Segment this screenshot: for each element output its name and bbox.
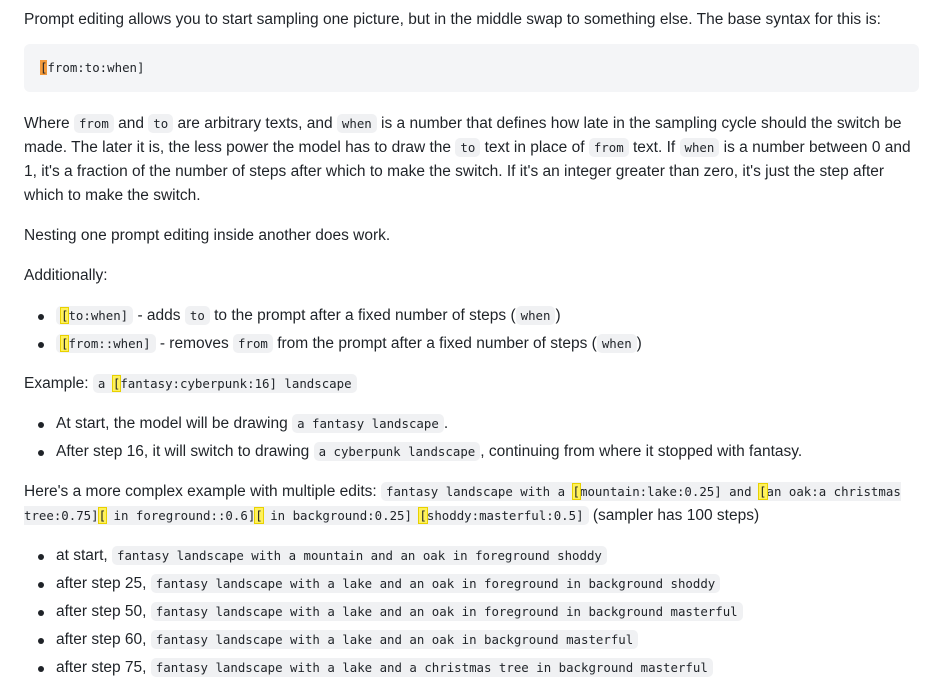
text-span: ) [555,307,561,324]
inline-code: fantasy landscape with a lake and a christmas tree in background masterful [151,658,713,677]
inline-code: fantasy landscape with a lake and an oak in foreground in background shoddy [151,574,721,593]
code-text: fantasy:cyberpunk:16] landscape [120,376,352,391]
bracket-highlight: [ [759,484,767,499]
example-paragraph [24,372,919,396]
where-paragraph [24,112,919,208]
text-span: from the prompt after a fixed number of steps ( [272,335,597,352]
text-span: - removes [155,335,234,352]
additional-list [24,304,919,360]
inline-code: when [597,334,637,353]
additionally-paragraph: Additionally: [24,267,108,284]
text-span: to the prompt after a fixed number of steps ( [209,307,516,324]
syntax-code-block [24,44,919,92]
list-item [56,304,919,332]
text-span: - adds [133,307,185,324]
text-span: is a number that defines how late in the sampling cycle should the switch be made. The later it is, the less power the model has to draw the [24,115,902,156]
list-item [56,572,919,600]
code-text: mountain:lake:0.25] and [579,484,760,499]
text-span: text in place of [480,139,589,156]
list-item [56,656,919,684]
inline-code: to [185,306,210,325]
inline-code: a cyberpunk landscape [314,442,481,461]
inline-code: fantasy landscape with a lake and an oak in foreground in background masterful [151,602,743,621]
inline-code-when: when [680,138,720,157]
bracket-highlight: [ [572,484,580,499]
step-label: after step 50, [56,603,151,620]
syntax-bracket-highlight: [ [40,60,48,75]
step-label: after step 25, [56,575,151,592]
code-text: in background:0.25] [262,508,420,523]
inline-code-from: from [589,138,629,157]
inline-code [56,334,156,353]
text-span: are arbitrary texts, and [173,115,337,132]
text-span: At start, the model will be drawing [56,415,293,432]
nesting-paragraph: Nesting one prompt editing inside another does work. [24,227,391,244]
code-text: to:when] [68,308,129,323]
inline-code-to: to [148,114,173,133]
step-label: after step 75, [56,659,151,676]
list-item [56,628,919,656]
code-text: fantasy landscape with a [386,484,573,499]
list-item [56,544,919,572]
list-item [56,332,919,360]
text-span: . [443,415,449,432]
inline-code-example [93,374,357,393]
text-span: ) [636,335,642,352]
text-span: After step 16, it will switch to drawing [56,443,314,460]
text-span: Here's a more complex example with multiple edits: [24,483,382,500]
code-text: from::when] [68,336,151,351]
list-item [56,600,919,628]
inline-code-when: when [337,114,377,133]
step-label: at start, [56,547,112,564]
bracket-highlight: [ [61,308,69,323]
text-span: Where [24,115,74,132]
bracket-highlight: [ [112,376,121,391]
complex-list [24,544,919,684]
bracket-highlight: [ [419,508,427,523]
bracket-highlight: [ [61,336,69,351]
syntax-code-text: from:to:when] [47,60,145,75]
text-span: Example: [24,375,93,392]
code-text: shoddy:masterful:0.5] [426,508,584,523]
text-span: is a number between 0 and 1, it's a fraction of the number of steps after which to make the switch. If it's an integer greater than zero, it's just the step after which to make the switch. [24,139,911,204]
code-text: an oak:a christmas tree:0.75] [24,484,901,523]
inline-code: fantasy landscape with a lake and an oak in background masterful [151,630,638,649]
step-label: after step 60, [56,631,151,648]
inline-code: a fantasy landscape [292,414,444,433]
complex-paragraph [24,480,919,528]
code-text: in foreground::0.6] [106,508,256,523]
code-text: a [97,376,113,391]
inline-code: fantasy landscape with a mountain and an oak in foreground shoddy [112,546,607,565]
inline-code: when [516,306,556,325]
list-item [56,440,919,468]
text-span: and [113,115,149,132]
example-list [24,412,919,468]
inline-code: from [233,334,273,353]
text-span: , continuing from where it stopped with fantasy. [480,443,803,460]
list-item [56,412,919,440]
inline-code-from: from [74,114,114,133]
text-span: (sampler has 100 steps) [588,507,760,524]
bracket-highlight: [ [98,508,107,523]
text-span: text. If [628,139,680,156]
inline-code-to: to [455,138,480,157]
bracket-highlight: [ [255,508,263,523]
intro-paragraph: Prompt editing allows you to start sampling one picture, but in the middle swap to something else. The base syntax for this is: [24,11,881,28]
inline-code [56,306,133,325]
